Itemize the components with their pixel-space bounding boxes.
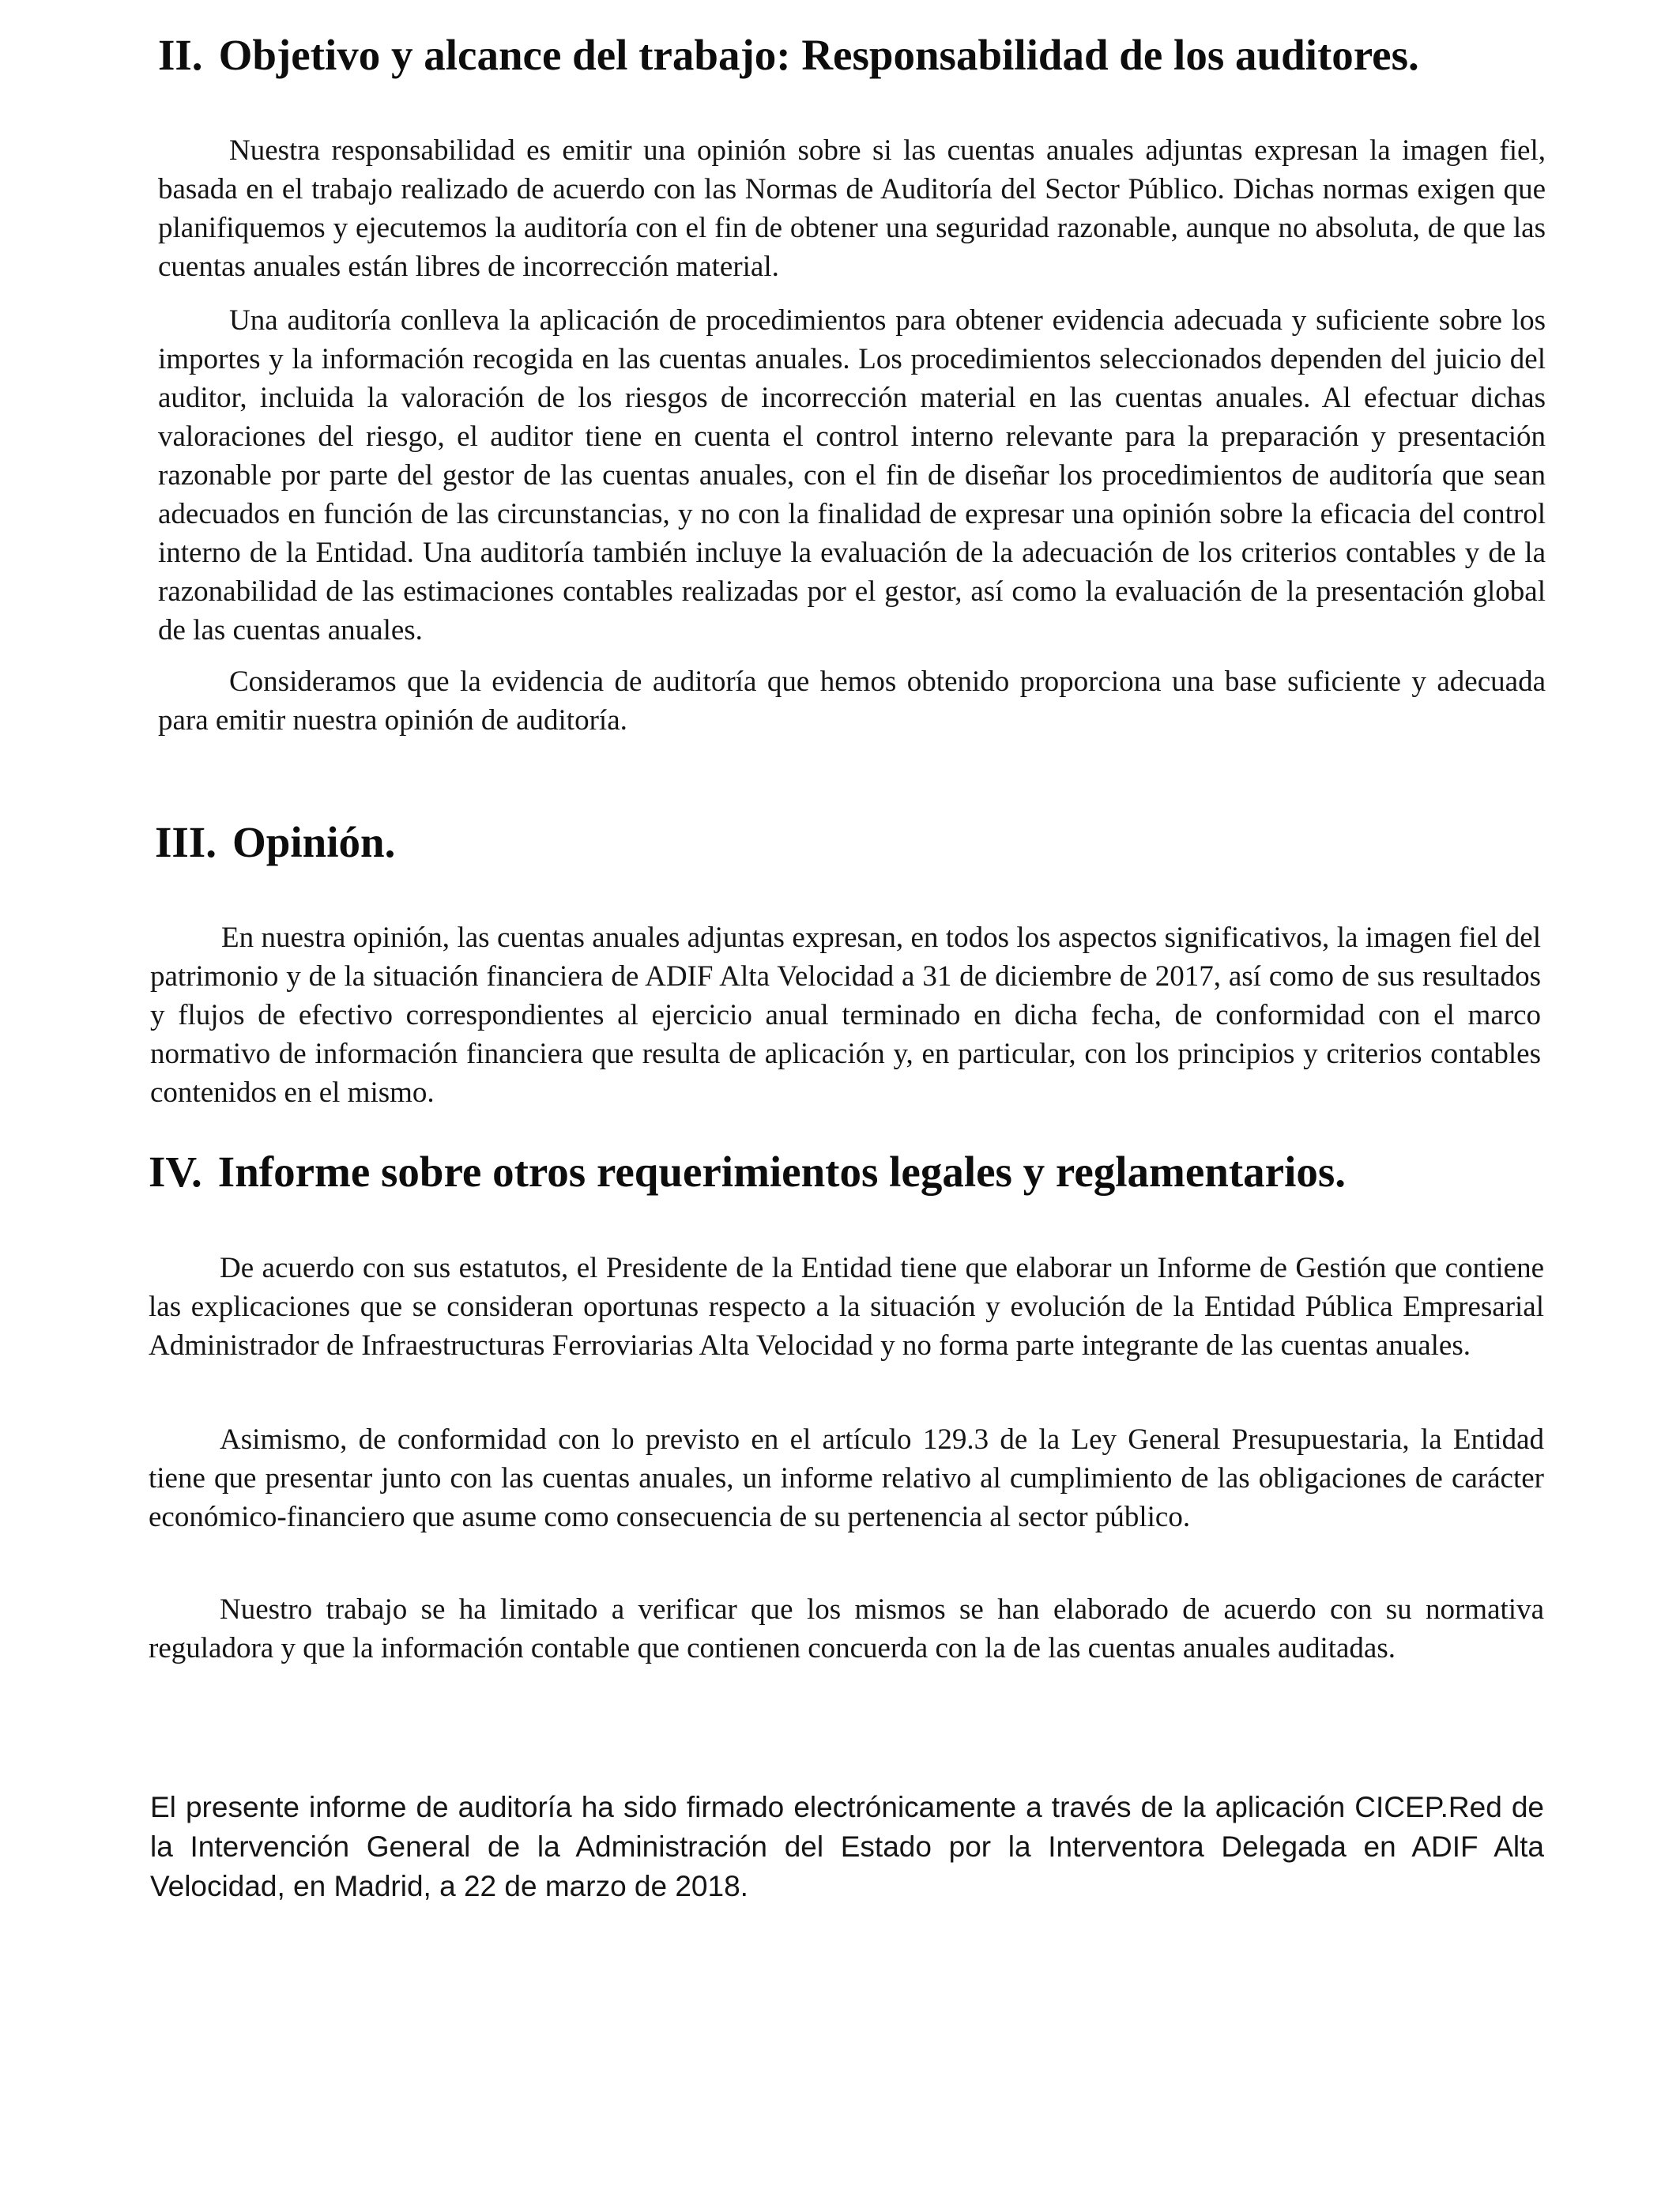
paragraph-opinion: En nuestra opinión, las cuentas anuales adjuntas expresan, en todos los aspectos significativos, la imagen fiel del patrimonio y de la situación financiera de ADIF Alta Velocidad a 31 de diciembre de 2017, así como de sus resultados y flujos de efectivo correspondientes al ejercicio anual terminado en dicha fecha, de conformidad con el marco normativo de información financiera que resulta de aplicación y, en particular, con los principios y criterios contables contenidos en el mismo. [150,922,1541,1109]
paragraph-responsabilidad: Nuestra responsabilidad es emitir una opinión sobre si las cuentas anuales adjuntas expresan la imagen fiel, basada en el trabajo realizado de acuerdo con las Normas de Auditoría del Sector Público. Dichas normas exigen que planifiquemos y ejecutemos la auditoría con el fin de obtener una seguridad razonable, aunque no absoluta, de que las cuentas anuales están libres de incorrección material. [158,134,1546,283]
section-number: IV. [149,1148,202,1196]
signature-note: El presente informe de auditoría ha sido firmado electrónicamente a través de la aplicación CICEP.Red de la Intervención General de la Administración del Estado por la Interventora Delegada en ADIF Alta Velocidad, en Madrid, a 22 de marzo de 2018. [150,1791,1544,1902]
paragraph-trabajo-limitado: Nuestro trabajo se ha limitado a verificar que los mismos se han elaborado de acuerdo con su normativa reguladora y que la información contable que contienen concuerda con la de las cuentas anuales auditadas. [149,1593,1544,1664]
paragraph-informe-gestion: De acuerdo con sus estatutos, el Presidente de la Entidad tiene que elaborar un Informe de Gestión que contiene las explicaciones que se consideran oportunas respecto a la situación y evolución de la Entidad Pública Empresarial Administrador de Infraestructuras Ferroviarias Alta Velocidad y no forma parte integrante de las cuentas anuales. [149,1252,1544,1362]
section-title: Opinión. [232,818,396,866]
section-heading-ii [158,30,1419,81]
section-title: Informe sobre otros requerimientos legales y reglamentarios. [217,1148,1347,1196]
section-number: III. [155,818,217,866]
section-title: Objetivo y alcance del trabajo: Responsabilidad de los auditores. [218,31,1419,79]
paragraph-ley-presupuestaria: Asimismo, de conformidad con lo previsto en el artículo 129.3 de la Ley General Presupuestaria, la Entidad tiene que presentar junto con las cuentas anuales, un informe relativo al cumplimiento de las obligaciones de carácter económico-financiero que asume como consecuencia de su pertenencia al sector público. [149,1423,1544,1533]
paragraph-evidencia: Consideramos que la evidencia de auditoría que hemos obtenido proporciona una base suficiente y adecuada para emitir nuestra opinión de auditoría. [158,665,1546,737]
section-heading-iii [155,817,395,868]
section-number: II. [158,31,203,79]
paragraph-procedimientos: Una auditoría conlleva la aplicación de procedimientos para obtener evidencia adecuada y suficiente sobre los importes y la información recogida en las cuentas anuales. Los procedimientos seleccionados dependen del juicio del auditor, incluida la valoración de los riesgos de incorrección material en las cuentas anuales. Al efectuar dichas valoraciones del riesgo, el auditor tiene en cuenta el control interno relevante para la preparación y presentación razonable por parte del gestor de las cuentas anuales, con el fin de diseñar los procedimientos de auditoría que sean adecuados en función de las circunstancias, y no con la finalidad de expresar una opinión sobre la eficacia del control interno de la Entidad. Una auditoría también incluye la evaluación de la adecuación de los criterios contables y de la razonabilidad de las estimaciones contables realizadas por el gestor, así como la evaluación de la presentación global de las cuentas anuales. [158,304,1546,647]
section-heading-iv [149,1147,1346,1197]
